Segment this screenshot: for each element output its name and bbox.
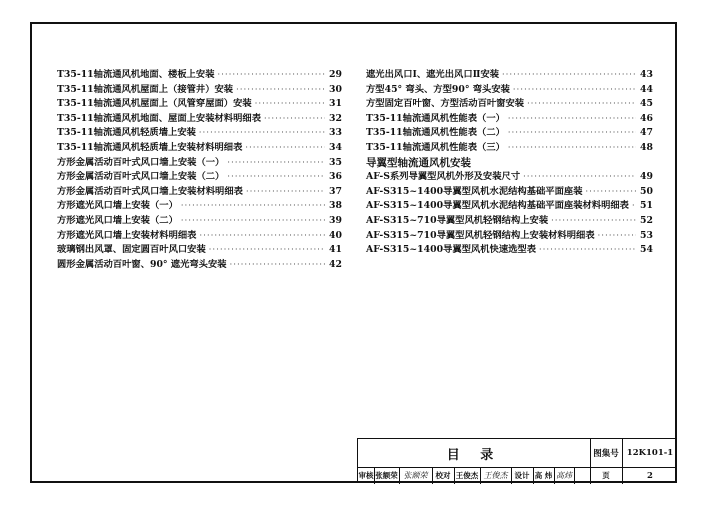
leader-dots [527,97,636,112]
toc-entry [366,170,653,185]
toc-entry-title: 方形遮光风口墙上安装（二） [57,214,178,226]
checker-name: 王俊杰 [455,471,479,480]
reviewer-signature: 张额荣 [403,471,428,480]
page-number: 2 [647,470,653,481]
toc-left-column [57,68,342,272]
toc-entry-page: 49 [640,171,653,183]
toc-entry [366,83,653,98]
toc-entry-page: 45 [640,98,653,110]
toc-entry-page: 34 [329,141,342,153]
section-heading: 导翼型轴流通风机安装 [366,156,471,169]
toc-entry-title: AF-S315~1400导翼型风机水泥结构基础平面座装材料明细表 [366,200,629,212]
leader-dots [513,83,636,98]
toc-entry [57,68,342,83]
page-label: 页 [602,471,610,480]
leader-dots [502,68,636,83]
toc-entry-page: 37 [329,185,342,197]
toc-entry-title: T35-11轴流通风机性能表（一） [366,112,505,124]
toc-entry [57,126,342,141]
atlas-number: 12K101-1 [626,448,674,458]
title-block [357,438,677,483]
designer-name: 高 炜 [534,471,553,480]
leader-dots [199,229,325,244]
toc-entry-title: 玻璃钢出风罩、固定圆百叶风口安装 [57,244,206,256]
toc-entry [57,185,342,200]
reviewer-name: 张额荣 [375,471,398,480]
leader-dots [227,170,325,185]
leader-dots [246,185,325,200]
leader-dots [539,243,636,258]
toc-entry-title: T35-11轴流通风机轻质墙上安装 [57,127,196,139]
toc-entry-page: 50 [640,185,653,197]
leader-dots [218,68,325,83]
leader-dots [199,126,325,141]
toc-entry-title: 方型45° 弯头、方型90° 弯头安装 [366,83,510,95]
check-label: 校对 [435,471,451,480]
leader-dots [264,112,325,127]
toc-entry-page: 36 [329,171,342,183]
toc-entry [366,199,653,214]
toc-entry [57,214,342,229]
toc-entry-page: 39 [329,214,342,226]
leader-dots [181,199,325,214]
toc-entry [366,229,653,244]
leader-dots [598,229,636,244]
toc-entry-page: 33 [329,127,342,139]
toc-entry [57,156,342,171]
checker-signature: 王俊杰 [483,471,508,480]
toc-entry [366,97,653,112]
toc-entry-title: 方形遮光风口墙上安装（一） [57,200,178,212]
leader-dots [551,214,636,229]
leader-dots [508,112,636,127]
leader-dots [236,83,325,98]
leader-dots [632,199,636,214]
toc-entry [366,185,653,200]
leader-dots [523,170,636,185]
leader-dots [508,141,636,156]
toc-entry-title: T35-11轴流通风机屋面上（风管穿屋面）安装 [57,98,252,110]
leader-dots [181,214,325,229]
toc-entry [366,68,653,83]
toc-entry [57,229,342,244]
toc-entry-title: T35-11轴流通风机性能表（二） [366,127,505,139]
toc-entry-page: 38 [329,200,342,212]
toc-entry-page: 46 [640,112,653,124]
leader-dots [508,126,636,141]
leader-dots [230,258,325,273]
toc-entry-title: T35-11轴流通风机地面、楼板上安装 [57,69,215,80]
toc-entry-title: AF-S315~710导翼型风机轻钢结构上安装材料明细表 [366,229,595,241]
toc-entry-title: 方形金属活动百叶式风口墙上安装（一） [57,156,225,168]
toc-entry [366,214,653,229]
toc-entry-page: 51 [640,200,653,212]
toc-entry-page: 52 [640,214,653,226]
toc-entry-page: 31 [329,98,342,110]
toc-entry-page: 29 [329,69,342,80]
toc-right-column [366,68,653,258]
leader-dots [227,156,325,171]
toc-entry-title: 遮光出风口Ⅰ、遮光出风口Ⅱ安装 [366,69,500,80]
toc-entry-page: 30 [329,83,342,95]
toc-entry-title: T35-11轴流通风机轻质墙上安装材料明细表 [57,141,243,153]
toc-entry-page: 35 [329,156,342,168]
toc-entry [366,141,653,156]
toc-entry-title: 圆形金属活动百叶窗、90° 遮光弯头安装 [57,258,227,270]
toc-entry-page: 53 [640,229,653,241]
leader-dots [245,141,325,156]
toc-entry-title: AF-S315~1400导翼型风机快速选型表 [366,244,537,256]
toc-entry [57,83,342,98]
toc-entry [57,141,342,156]
toc-entry-page: 43 [640,69,653,80]
toc-entry [57,170,342,185]
toc-entry-page: 41 [329,244,342,256]
toc-entry [57,243,342,258]
toc-entry-title: 方型固定百叶窗、方型活动百叶窗安装 [366,98,525,110]
toc-entry-page: 47 [640,127,653,139]
toc-entry-page: 32 [329,112,342,124]
toc-entry-title: T35-11轴流通风机屋面上（接管井）安装 [57,83,234,95]
leader-dots [209,243,325,258]
document-title: 目 录 [446,447,502,463]
leader-dots [586,185,637,200]
toc-entry [366,112,653,127]
leader-dots [255,97,325,112]
toc-entry-title: AF-S315~1400导翼型风机水泥结构基础平面座装 [366,185,583,197]
toc-entry-page: 54 [640,244,653,256]
atlas-number-label: 图集号 [593,449,619,459]
toc-entry-title: 方形遮光风口墙上安装材料明细表 [57,229,197,241]
toc-entry [57,112,342,127]
toc-entry [366,243,653,258]
toc-entry-page: 44 [640,83,653,95]
toc-entry-page: 40 [329,229,342,241]
designer-signature: 高炜 [556,471,572,480]
review-label: 审核 [358,471,374,480]
toc-entry-page: 42 [329,258,342,270]
toc-entry [366,126,653,141]
toc-entry-title: AF-S系列导翼型风机外形及安装尺寸 [366,171,521,183]
toc-entry-title: T35-11轴流通风机地面、屋面上安装材料明细表 [57,112,261,124]
toc-entry [57,199,342,214]
toc-entry-title: 方形金属活动百叶式风口墙上安装材料明细表 [57,185,243,197]
design-label: 设计 [514,471,530,480]
toc-entry-title: T35-11轴流通风机性能表（三） [366,141,505,153]
toc-entry-page: 48 [640,141,653,153]
toc-entry-title: 方形金属活动百叶式风口墙上安装（二） [57,171,225,183]
toc-entry-title: AF-S315~710导翼型风机轻钢结构上安装 [366,214,549,226]
toc-entry [57,97,342,112]
toc-entry [57,258,342,273]
